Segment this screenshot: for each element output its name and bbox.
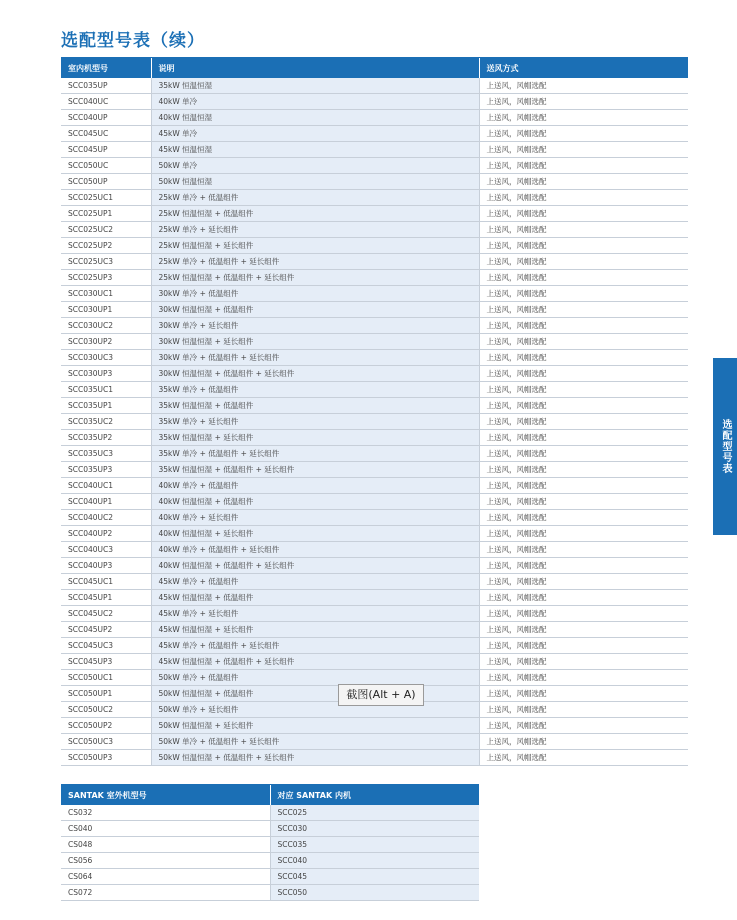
cell-indoor-model: SCC045UC2 bbox=[61, 606, 151, 622]
cell-air-supply: 上送风，风帽选配 bbox=[479, 398, 688, 414]
table-row bbox=[61, 510, 688, 526]
cell-indoor-model: SCC040UC2 bbox=[61, 510, 151, 526]
cell-air-supply: 上送风，风帽选配 bbox=[479, 606, 688, 622]
cell-description: 50kW 恒温恒湿 + 延长组件 bbox=[151, 718, 479, 734]
table-row bbox=[61, 206, 688, 222]
cell-indoor-model: SCC025UC3 bbox=[61, 254, 151, 270]
table-row bbox=[61, 398, 688, 414]
cell-description: 35kW 恒温恒湿 + 低温组件 + 延长组件 bbox=[151, 462, 479, 478]
table-row bbox=[61, 158, 688, 174]
cell-indoor-model: SCC035UC1 bbox=[61, 382, 151, 398]
cell-description: 40kW 单冷 + 低温组件 bbox=[151, 478, 479, 494]
cell-description: 40kW 单冷 bbox=[151, 94, 479, 110]
cell-description: 30kW 恒温恒湿 + 低温组件 + 延长组件 bbox=[151, 366, 479, 382]
cell-indoor-model: SCC030UP3 bbox=[61, 366, 151, 382]
table-row bbox=[61, 574, 688, 590]
cell-indoor-model: SCC035UP3 bbox=[61, 462, 151, 478]
header-indoor-model: 室内机型号 bbox=[61, 58, 151, 79]
cell-description: 40kW 恒温恒湿 + 低温组件 + 延长组件 bbox=[151, 558, 479, 574]
cell-description: 50kW 恒温恒湿 bbox=[151, 174, 479, 190]
cell-air-supply: 上送风，风帽选配 bbox=[479, 750, 688, 766]
cell-description: 45kW 单冷 + 低温组件 + 延长组件 bbox=[151, 638, 479, 654]
header-air-supply: 送风方式 bbox=[479, 58, 688, 79]
cell-description: 40kW 单冷 + 低温组件 + 延长组件 bbox=[151, 542, 479, 558]
header-outdoor-model: SANTAK 室外机型号 bbox=[61, 785, 270, 806]
table-row bbox=[61, 869, 479, 885]
cell-outdoor-model: CS040 bbox=[61, 821, 270, 837]
table-row bbox=[61, 142, 688, 158]
cell-indoor-model: SCC045UC1 bbox=[61, 574, 151, 590]
cell-air-supply: 上送风，风帽选配 bbox=[479, 270, 688, 286]
section-side-tab: 选配型号表 bbox=[713, 358, 737, 535]
cell-indoor-model: SCC050UP3 bbox=[61, 750, 151, 766]
table-row bbox=[61, 750, 688, 766]
cell-air-supply: 上送风，风帽选配 bbox=[479, 382, 688, 398]
cell-indoor-model: SCC040UC3 bbox=[61, 542, 151, 558]
cell-outdoor-model: CS032 bbox=[61, 805, 270, 821]
cell-indoor-model: SCC025UP2 bbox=[61, 238, 151, 254]
table-row bbox=[61, 430, 688, 446]
cell-description: 40kW 恒温恒湿 + 低温组件 bbox=[151, 494, 479, 510]
cell-air-supply: 上送风，风帽选配 bbox=[479, 686, 688, 702]
cell-description: 50kW 单冷 + 低温组件 bbox=[151, 670, 479, 686]
table-row bbox=[61, 494, 688, 510]
cell-indoor-model: SCC050UP bbox=[61, 174, 151, 190]
table-row bbox=[61, 318, 688, 334]
cell-matching-indoor: SCC030 bbox=[270, 821, 479, 837]
cell-indoor-model: SCC050UC3 bbox=[61, 734, 151, 750]
table-row bbox=[61, 238, 688, 254]
cell-description: 25kW 恒温恒湿 + 低温组件 + 延长组件 bbox=[151, 270, 479, 286]
cell-description: 35kW 单冷 + 低温组件 + 延长组件 bbox=[151, 446, 479, 462]
table-row bbox=[61, 254, 688, 270]
cell-indoor-model: SCC040UC bbox=[61, 94, 151, 110]
cell-outdoor-model: CS048 bbox=[61, 837, 270, 853]
cell-air-supply: 上送风，风帽选配 bbox=[479, 206, 688, 222]
cell-description: 35kW 恒温恒湿 bbox=[151, 78, 479, 94]
cell-air-supply: 上送风，风帽选配 bbox=[479, 446, 688, 462]
cell-indoor-model: SCC045UP1 bbox=[61, 590, 151, 606]
cell-indoor-model: SCC050UC2 bbox=[61, 702, 151, 718]
cell-matching-indoor: SCC025 bbox=[270, 805, 479, 821]
cell-air-supply: 上送风，风帽选配 bbox=[479, 222, 688, 238]
cell-indoor-model: SCC030UC3 bbox=[61, 350, 151, 366]
cell-indoor-model: SCC045UP2 bbox=[61, 622, 151, 638]
cell-indoor-model: SCC050UP2 bbox=[61, 718, 151, 734]
table-row bbox=[61, 382, 688, 398]
table-row bbox=[61, 853, 479, 869]
table-row bbox=[61, 837, 479, 853]
table-row bbox=[61, 414, 688, 430]
model-selection-table bbox=[61, 57, 688, 766]
cell-matching-indoor: SCC045 bbox=[270, 869, 479, 885]
cell-air-supply: 上送风，风帽选配 bbox=[479, 94, 688, 110]
cell-air-supply: 上送风，风帽选配 bbox=[479, 574, 688, 590]
cell-description: 25kW 恒温恒湿 + 低温组件 bbox=[151, 206, 479, 222]
table-header-row bbox=[61, 58, 688, 79]
cell-indoor-model: SCC040UP2 bbox=[61, 526, 151, 542]
cell-outdoor-model: CS072 bbox=[61, 885, 270, 901]
cell-description: 30kW 恒温恒湿 + 低温组件 bbox=[151, 302, 479, 318]
cell-description: 25kW 单冷 + 低温组件 + 延长组件 bbox=[151, 254, 479, 270]
table-row bbox=[61, 606, 688, 622]
cell-description: 50kW 恒温恒湿 + 低温组件 + 延长组件 bbox=[151, 750, 479, 766]
cell-description: 50kW 单冷 bbox=[151, 158, 479, 174]
cell-indoor-model: SCC050UP1 bbox=[61, 686, 151, 702]
table-row bbox=[61, 334, 688, 350]
cell-air-supply: 上送风，风帽选配 bbox=[479, 414, 688, 430]
cell-air-supply: 上送风，风帽选配 bbox=[479, 622, 688, 638]
cell-description: 30kW 单冷 + 低温组件 + 延长组件 bbox=[151, 350, 479, 366]
cell-air-supply: 上送风，风帽选配 bbox=[479, 350, 688, 366]
table-row bbox=[61, 638, 688, 654]
cell-indoor-model: SCC025UP1 bbox=[61, 206, 151, 222]
cell-description: 30kW 恒温恒湿 + 延长组件 bbox=[151, 334, 479, 350]
table-row bbox=[61, 526, 688, 542]
cell-air-supply: 上送风，风帽选配 bbox=[479, 142, 688, 158]
cell-air-supply: 上送风，风帽选配 bbox=[479, 318, 688, 334]
cell-description: 25kW 单冷 + 低温组件 bbox=[151, 190, 479, 206]
table-row bbox=[61, 462, 688, 478]
cell-air-supply: 上送风，风帽选配 bbox=[479, 510, 688, 526]
table-row bbox=[61, 190, 688, 206]
table-row bbox=[61, 302, 688, 318]
table-row bbox=[61, 446, 688, 462]
cell-indoor-model: SCC035UC3 bbox=[61, 446, 151, 462]
cell-description: 35kW 单冷 + 延长组件 bbox=[151, 414, 479, 430]
cell-outdoor-model: CS056 bbox=[61, 853, 270, 869]
cell-description: 45kW 恒温恒湿 bbox=[151, 142, 479, 158]
cell-indoor-model: SCC025UC1 bbox=[61, 190, 151, 206]
cell-indoor-model: SCC050UC bbox=[61, 158, 151, 174]
cell-air-supply: 上送风，风帽选配 bbox=[479, 174, 688, 190]
cell-indoor-model: SCC040UP1 bbox=[61, 494, 151, 510]
cell-indoor-model: SCC035UC2 bbox=[61, 414, 151, 430]
cell-indoor-model: SCC025UC2 bbox=[61, 222, 151, 238]
cell-air-supply: 上送风，风帽选配 bbox=[479, 734, 688, 750]
cell-air-supply: 上送风，风帽选配 bbox=[479, 126, 688, 142]
cell-description: 25kW 单冷 + 延长组件 bbox=[151, 222, 479, 238]
cell-description: 45kW 单冷 + 低温组件 bbox=[151, 574, 479, 590]
cell-air-supply: 上送风，风帽选配 bbox=[479, 334, 688, 350]
cell-indoor-model: SCC040UC1 bbox=[61, 478, 151, 494]
table-row bbox=[61, 885, 479, 901]
cell-description: 50kW 恒温恒湿 + 低温组件 bbox=[151, 686, 479, 702]
cell-outdoor-model: CS064 bbox=[61, 869, 270, 885]
cell-air-supply: 上送风，风帽选配 bbox=[479, 366, 688, 382]
cell-description: 30kW 单冷 + 低温组件 bbox=[151, 286, 479, 302]
cell-description: 50kW 单冷 + 低温组件 + 延长组件 bbox=[151, 734, 479, 750]
cell-air-supply: 上送风，风帽选配 bbox=[479, 254, 688, 270]
cell-indoor-model: SCC030UP1 bbox=[61, 302, 151, 318]
table-row bbox=[61, 270, 688, 286]
cell-description: 50kW 单冷 + 延长组件 bbox=[151, 702, 479, 718]
table-row bbox=[61, 174, 688, 190]
table-header-row bbox=[61, 785, 479, 806]
cell-description: 35kW 恒温恒湿 + 延长组件 bbox=[151, 430, 479, 446]
cell-air-supply: 上送风，风帽选配 bbox=[479, 526, 688, 542]
cell-indoor-model: SCC030UP2 bbox=[61, 334, 151, 350]
table-row bbox=[61, 821, 479, 837]
table-row bbox=[61, 366, 688, 382]
cell-indoor-model: SCC050UC1 bbox=[61, 670, 151, 686]
table-row bbox=[61, 126, 688, 142]
table-row bbox=[61, 542, 688, 558]
cell-air-supply: 上送风，风帽选配 bbox=[479, 190, 688, 206]
cell-indoor-model: SCC045UC3 bbox=[61, 638, 151, 654]
cell-description: 35kW 单冷 + 低温组件 bbox=[151, 382, 479, 398]
cell-indoor-model: SCC025UP3 bbox=[61, 270, 151, 286]
cell-air-supply: 上送风，风帽选配 bbox=[479, 286, 688, 302]
page-title: 选配型号表（续） bbox=[61, 31, 205, 51]
cell-indoor-model: SCC035UP bbox=[61, 78, 151, 94]
cell-indoor-model: SCC035UP2 bbox=[61, 430, 151, 446]
table-row bbox=[61, 558, 688, 574]
header-matching-indoor: 对应 SANTAK 内机 bbox=[270, 785, 479, 806]
cell-description: 30kW 单冷 + 延长组件 bbox=[151, 318, 479, 334]
cell-description: 45kW 恒温恒湿 + 低温组件 bbox=[151, 590, 479, 606]
header-description: 说明 bbox=[151, 58, 479, 79]
cell-air-supply: 上送风，风帽选配 bbox=[479, 462, 688, 478]
table-row bbox=[61, 350, 688, 366]
screenshot-tooltip: 截图(Alt + A) bbox=[338, 684, 424, 706]
cell-indoor-model: SCC045UP bbox=[61, 142, 151, 158]
cell-air-supply: 上送风，风帽选配 bbox=[479, 158, 688, 174]
cell-description: 40kW 恒温恒湿 + 延长组件 bbox=[151, 526, 479, 542]
cell-air-supply: 上送风，风帽选配 bbox=[479, 430, 688, 446]
outdoor-unit-table bbox=[61, 784, 479, 901]
cell-air-supply: 上送风，风帽选配 bbox=[479, 718, 688, 734]
table-row bbox=[61, 590, 688, 606]
cell-air-supply: 上送风，风帽选配 bbox=[479, 670, 688, 686]
cell-indoor-model: SCC045UC bbox=[61, 126, 151, 142]
cell-air-supply: 上送风，风帽选配 bbox=[479, 110, 688, 126]
cell-air-supply: 上送风，风帽选配 bbox=[479, 654, 688, 670]
cell-air-supply: 上送风，风帽选配 bbox=[479, 702, 688, 718]
cell-air-supply: 上送风，风帽选配 bbox=[479, 238, 688, 254]
cell-description: 40kW 单冷 + 延长组件 bbox=[151, 510, 479, 526]
cell-description: 45kW 单冷 bbox=[151, 126, 479, 142]
cell-matching-indoor: SCC050 bbox=[270, 885, 479, 901]
cell-indoor-model: SCC040UP bbox=[61, 110, 151, 126]
cell-air-supply: 上送风，风帽选配 bbox=[479, 302, 688, 318]
table-row bbox=[61, 222, 688, 238]
cell-matching-indoor: SCC035 bbox=[270, 837, 479, 853]
cell-description: 35kW 恒温恒湿 + 低温组件 bbox=[151, 398, 479, 414]
cell-air-supply: 上送风，风帽选配 bbox=[479, 78, 688, 94]
table-row bbox=[61, 622, 688, 638]
table-row bbox=[61, 94, 688, 110]
cell-indoor-model: SCC030UC1 bbox=[61, 286, 151, 302]
cell-air-supply: 上送风，风帽选配 bbox=[479, 478, 688, 494]
cell-air-supply: 上送风，风帽选配 bbox=[479, 590, 688, 606]
table-row bbox=[61, 110, 688, 126]
table-row bbox=[61, 734, 688, 750]
cell-description: 45kW 恒温恒湿 + 延长组件 bbox=[151, 622, 479, 638]
cell-indoor-model: SCC040UP3 bbox=[61, 558, 151, 574]
cell-matching-indoor: SCC040 bbox=[270, 853, 479, 869]
table-row bbox=[61, 478, 688, 494]
table-row bbox=[61, 654, 688, 670]
cell-description: 45kW 单冷 + 延长组件 bbox=[151, 606, 479, 622]
cell-air-supply: 上送风，风帽选配 bbox=[479, 558, 688, 574]
cell-description: 45kW 恒温恒湿 + 低温组件 + 延长组件 bbox=[151, 654, 479, 670]
cell-description: 25kW 恒温恒湿 + 延长组件 bbox=[151, 238, 479, 254]
cell-air-supply: 上送风，风帽选配 bbox=[479, 494, 688, 510]
table-row bbox=[61, 78, 688, 94]
table-row bbox=[61, 718, 688, 734]
cell-description: 40kW 恒温恒湿 bbox=[151, 110, 479, 126]
cell-indoor-model: SCC030UC2 bbox=[61, 318, 151, 334]
cell-air-supply: 上送风，风帽选配 bbox=[479, 638, 688, 654]
cell-air-supply: 上送风，风帽选配 bbox=[479, 542, 688, 558]
table-row bbox=[61, 805, 479, 821]
cell-indoor-model: SCC045UP3 bbox=[61, 654, 151, 670]
table-row bbox=[61, 286, 688, 302]
cell-indoor-model: SCC035UP1 bbox=[61, 398, 151, 414]
